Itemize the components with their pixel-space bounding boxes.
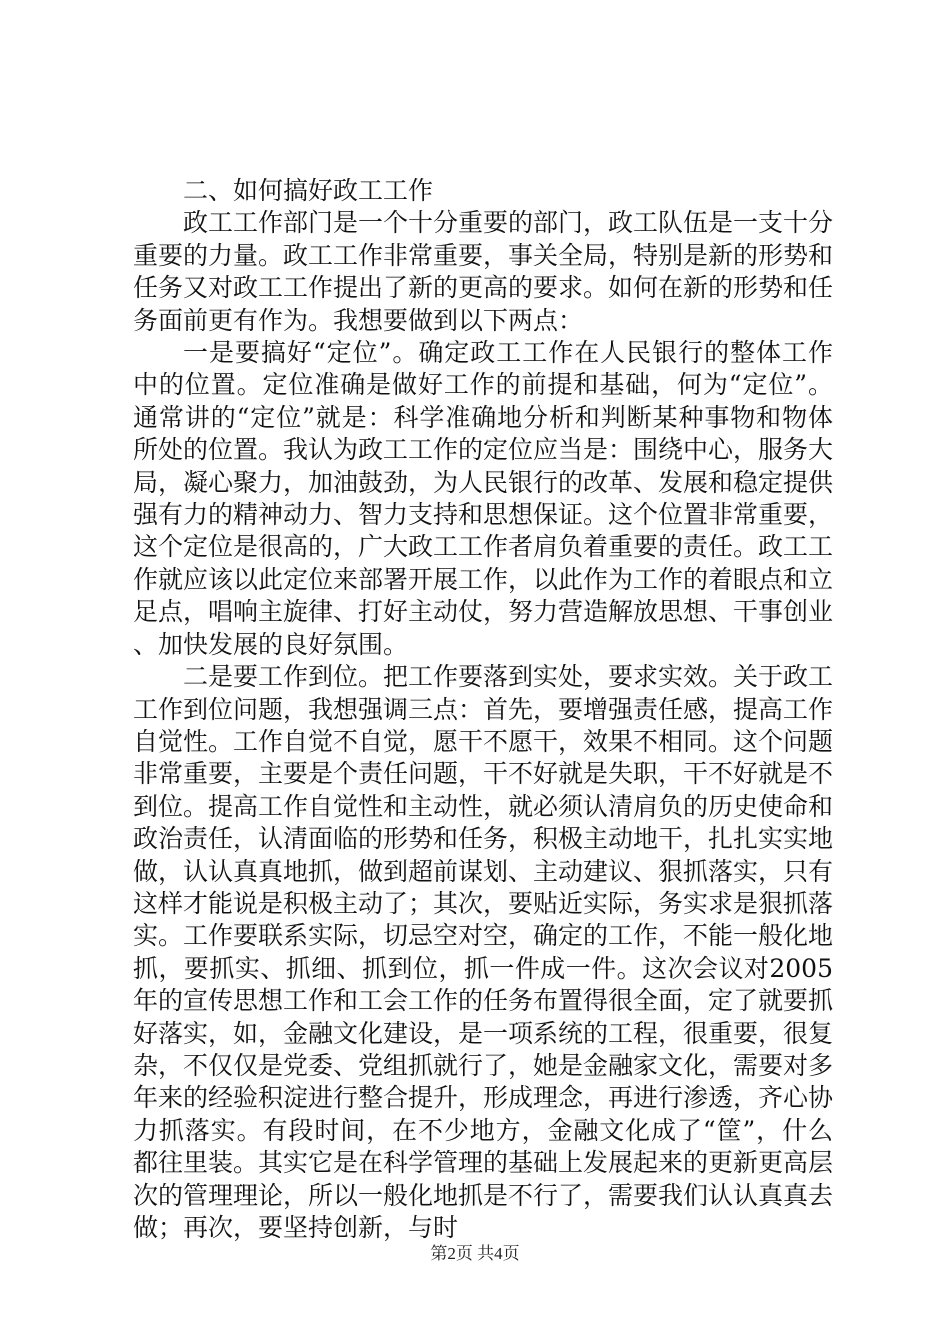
document-body bbox=[133, 175, 833, 1244]
section-heading: 二、如何搞好政工工作 bbox=[183, 176, 434, 205]
paragraph-positioning: 一是要搞好“定位”。确定政工工作在人民银行的整体工作中的位置。定位准确是做好工作的前提和基础，何为“定位”。通常讲的“定位”就是：科学准确地分析和判断某种事物和物体所处的位置。我认为政工工作的定位应当是：围绕中心，服务大局，凝心聚力，加油鼓劲，为人民银行的改革、发展和稳定提供强有力的精神动力、智力支持和思想保证。这个位置非常重要，这个定位是很高的，广大政工工作者肩负着重要的责任。政工工作就应该以此定位来部署开展工作，以此作为工作的着眼点和立足点，唱响主旋律、打好主动仗，努力营造解放思想、干事创业、加快发展的良好氛围。 bbox=[133, 338, 834, 659]
page-footer: 第2页 共4页 bbox=[430, 1244, 520, 1263]
paragraph-intro: 政工工作部门是一个十分重要的部门，政工队伍是一支十分重要的力量。政工工作非常重要，事关全局，特别是新的形势和任务又对政工工作提出了新的更高的要求。如何在新的形势和任务面前更有作为。我想要做到以下两点： bbox=[133, 208, 834, 335]
paragraph-work-in-place: 二是要工作到位。把工作要落到实处，要求实效。关于政工工作到位问题，我想强调三点：首先，要增强责任感，提高工作自觉性。工作自觉不自觉，愿干不愿干，效果不相同。这个问题非常重要，主要是个责任问题，干不好就是失职，干不好就是不到位。提高工作自觉性和主动性，就必须认清肩负的历史使命和政治责任，认清面临的形势和任务，积极主动地干，扎扎实实地做，认认真真地抓，做到超前谋划、主动建议、狠抓落实，只有这样才能说是积极主动了；其次，要贴近实际，务实求是狠抓落实。工作要联系实际，切忌空对空，确定的工作，不能一般化地抓，要抓实、抓细、抓到位，抓一件成一件。这次会议对2005年的宣传思想工作和工会工作的任务布置得很全面，定了就要抓好落实，如，金融文化建设，是一项系统的工程，很重要，很复杂，不仅仅是党委、党组抓就行了，她是金融家文化，需要对多年来的经验积淀进行整合提升，形成理念，再进行渗透，齐心协力抓落实。有段时间，在不少地方，金融文化成了“筐”，什么都往里装。其实它是在科学管理的基础上发展起来的更新更高层次的管理理论，所以一般化地抓是不行了，需要我们认认真真去做；再次，要坚持创新，与时 bbox=[133, 662, 834, 1242]
